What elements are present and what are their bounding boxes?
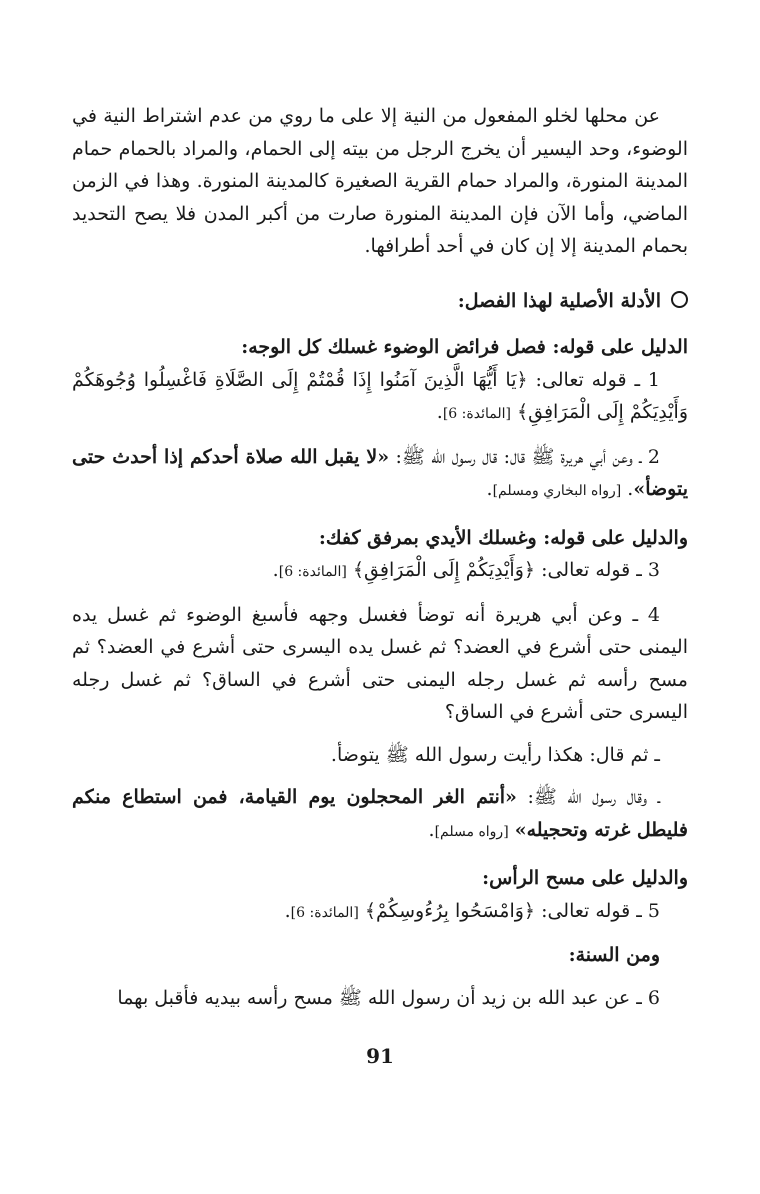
quran-verse: ﴿وَأَيْدِيَكُمْ إِلَى الْمَرَافِقِ﴾ <box>352 559 536 581</box>
section-heading: الأدلة الأصلية لهذا الفصل: <box>72 285 688 318</box>
evidence-1: 1 ـ قوله تعالى: ﴿يَا أَيُّهَا الَّذِينَ آمَنُوا إِذَا قُمْتُمْ إِلَى الصَّلَاةِ فَاغْسِلُوا وُجُوهَكُمْ وَأَيْدِيَكُمْ إِلَى الْمَرَافِقِ﴾ [المائدة: 6]. <box>72 368 688 423</box>
verse-reference: [المائدة: 6] <box>290 904 359 921</box>
heading-sunnah: ومن السنة: <box>568 944 660 966</box>
evidence-4-continuation: ـ ثم قال: هكذا رأيت رسول الله ﷺ يتوضأ. <box>330 743 660 766</box>
heading-face-washing: الدليل على قوله: فصل فرائض الوضوء غسلك كل الوجه: <box>241 336 688 358</box>
circle-bullet-icon <box>671 291 688 308</box>
quran-verse: ﴿وَامْسَحُوا بِرُءُوسِكُمْ﴾ <box>364 899 536 922</box>
page-number: 91 <box>366 1044 394 1068</box>
quran-verse: ﴿يَا أَيُّهَا الَّذِينَ آمَنُوا إِذَا قُمْتُمْ إِلَى الصَّلَاةِ فَاغْسِلُوا وُجُوهَكُمْ وَأَيْدِيَكُمْ إِلَى الْمَرَافِقِ﴾ <box>72 368 688 423</box>
evidence-5: 5 ـ قوله تعالى: ﴿وَامْسَحُوا بِرُءُوسِكُمْ﴾ [المائدة: 6]. <box>284 899 660 922</box>
verse-reference: [المائدة: 6] <box>442 406 511 422</box>
evidence-4: 4 ـ وعن أبي هريرة أنه توضأ فغسل وجهه فأسبغ الوضوء ثم غسل يده اليمنى حتى أشرع في العضد؟ ثم غسل يده اليسرى حتى أشرع في العضد؟ ثم مسح رأسه ثم غسل رجله اليمنى حتى أشرع في الساق؟ ثم غسل رجله اليسرى حتى أشرع في الساق؟ <box>72 603 688 723</box>
evidence-6: 6 ـ عن عبد الله بن زيد أن رسول الله ﷺ مسح رأسه بيديه فأقبل بهما <box>117 986 660 1009</box>
hadith-text: «لا يقبل الله صلاة أحدكم إذا أحدث حتى يتوضأ» <box>72 445 688 500</box>
evidence-4-hadith: ـ وقال رسول الله ﷺ: «أنتم الغر المحجلون يوم القيامة، فمن استطاع منكم فليطل غرته وتحجيله» [رواه مسلم]. <box>72 786 688 841</box>
evidence-3: 3 ـ قوله تعالى: ﴿وَأَيْدِيَكُمْ إِلَى الْمَرَافِقِ﴾ [المائدة: 6]. <box>272 559 660 581</box>
verse-reference: [المائدة: 6] <box>278 564 347 580</box>
hadith-text: «أنتم الغر المحجلون يوم القيامة، فمن استطاع منكم فليطل غرته وتحجيله» <box>72 786 688 841</box>
heading-hands-washing: والدليل على قوله: وغسلك الأيدي بمرفق كفك: <box>318 526 688 549</box>
page-body <box>72 100 688 1014</box>
intro-paragraph: عن محلها لخلو المفعول من النية إلا على ما روي من عدم اشتراط النية في الوضوء، وحد اليسير أن يخرج الرجل من بيته إلى الحمام، والمراد بالحمام حمام المدينة المنورة، والمراد حمام القرية الصغيرة كالمدينة المنورة. وهذا في الزمن الماضي، وأما الآن فإن المدينة المنورة صارت من أكبر المدن فلا يصح التحديد بحمام المدينة إلا إن كان في أحد أطرافها. <box>72 105 688 257</box>
hadith-reference: [رواه مسلم] <box>434 823 509 840</box>
evidence-2: 2 ـ وعن أبي هريرة ﷺ قال: قال رسول الله ﷺ: «لا يقبل الله صلاة أحدكم إذا أحدث حتى يتوضأ». [رواه البخاري ومسلم]. <box>72 445 688 500</box>
heading-head-wiping: والدليل على مسح الرأس: <box>482 867 688 889</box>
hadith-reference: [رواه البخاري ومسلم] <box>492 483 622 499</box>
